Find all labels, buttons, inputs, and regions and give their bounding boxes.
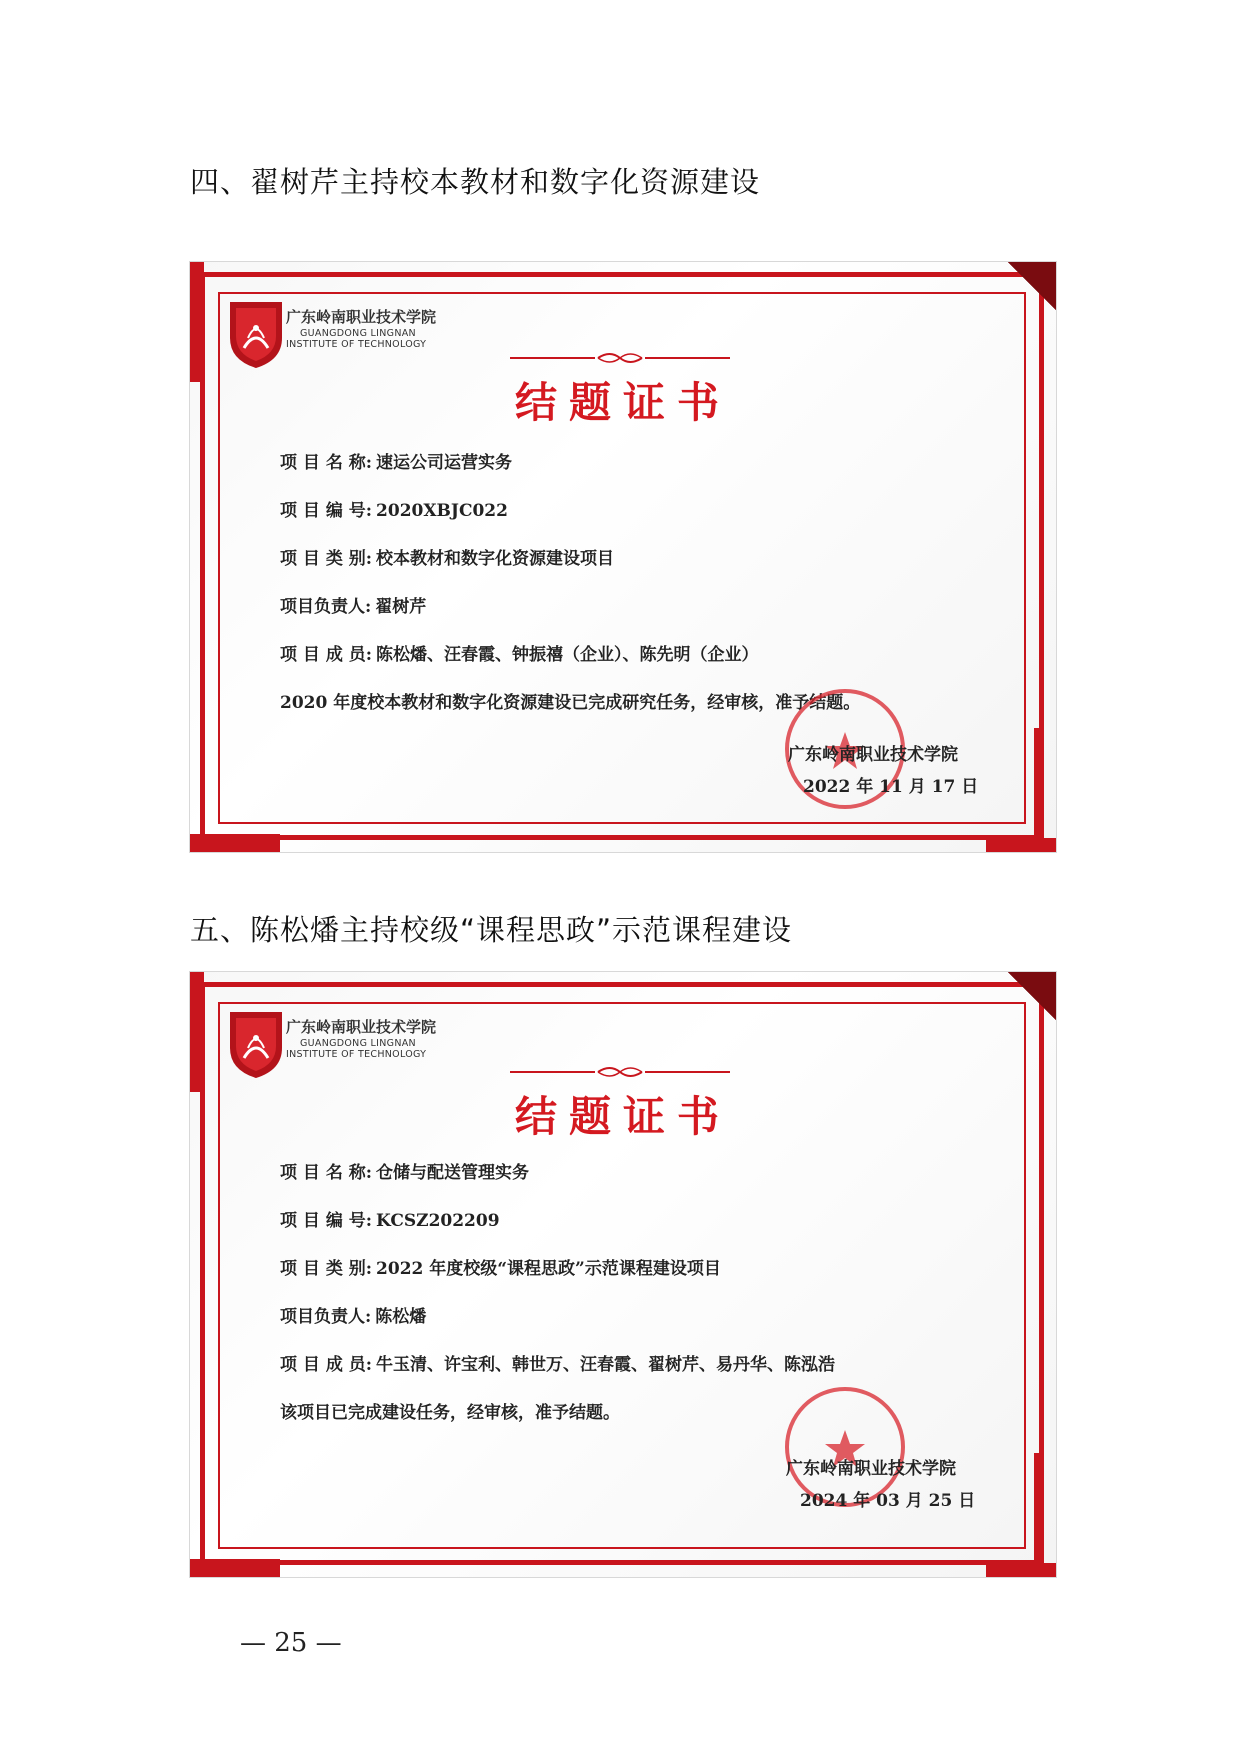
certificate-image-2: [190, 972, 1056, 1577]
field-project-members: 项 目 成 员: 牛玉清、许宝利、韩世万、汪春霞、翟树芹、易丹华、陈泓浩: [280, 1355, 836, 1375]
certificate-title: 结题证书: [514, 1092, 731, 1141]
certificate-statement: 该项目已完成建设任务，经审核，准予结题。: [280, 1403, 620, 1423]
section-heading-5: 五、陈松燔主持校级“课程思政”示范课程建设: [190, 913, 793, 947]
certificate-image-1: [190, 262, 1056, 852]
section-heading-4: 四、翟树芹主持校本教材和数字化资源建设: [190, 165, 761, 199]
certificate-title: 结题证书: [514, 378, 731, 427]
school-logo-icon: [226, 1008, 286, 1080]
school-name-en-line1: GUANGDONG LINGNAN: [300, 328, 416, 339]
school-name-cn: 广东岭南职业技术学院: [286, 308, 437, 326]
field-project-number: 项 目 编 号: KCSZ202209: [280, 1211, 500, 1231]
issue-date: 2024 年 03 月 25 日: [800, 1491, 976, 1511]
field-project-number: 项 目 编 号: 2020XBJC022: [280, 501, 508, 521]
school-name-en-line2: INSTITUTE OF TECHNOLOGY: [286, 1049, 427, 1060]
field-project-members: 项 目 成 员: 陈松燔、汪春霞、钟振禧（企业）、陈先明（企业）: [280, 645, 759, 665]
school-name-en-line1: GUANGDONG LINGNAN: [300, 1038, 416, 1049]
field-project-category: 项 目 类 别: 2022 年度校级“课程思政”示范课程建设项目: [280, 1259, 721, 1279]
issuer-name: 广东岭南职业技术学院: [786, 1459, 956, 1479]
school-logo-icon: [226, 298, 286, 370]
issue-date: 2022 年 11 月 17 日: [803, 777, 979, 797]
certificate-statement: 2020 年度校本教材和数字化资源建设已完成研究任务，经审核，准予结题。: [280, 693, 861, 713]
page-number: — 25 —: [240, 1628, 342, 1658]
school-name-cn: 广东岭南职业技术学院: [286, 1018, 437, 1036]
issuer-name: 广东岭南职业技术学院: [788, 745, 958, 765]
field-project-category: 项 目 类 别: 校本教材和数字化资源建设项目: [280, 549, 615, 569]
field-project-name: 项 目 名 称: 仓储与配送管理实务: [280, 1163, 530, 1183]
field-project-leader: 项目负责人:翟树芹: [280, 597, 427, 617]
title-ornament-icon: [510, 1064, 730, 1080]
field-project-name: 项 目 名 称: 速运公司运营实务: [280, 453, 513, 473]
title-ornament-icon: [510, 350, 730, 366]
school-name-en-line2: INSTITUTE OF TECHNOLOGY: [286, 339, 427, 350]
field-project-leader: 项目负责人:陈松燔: [280, 1307, 427, 1327]
